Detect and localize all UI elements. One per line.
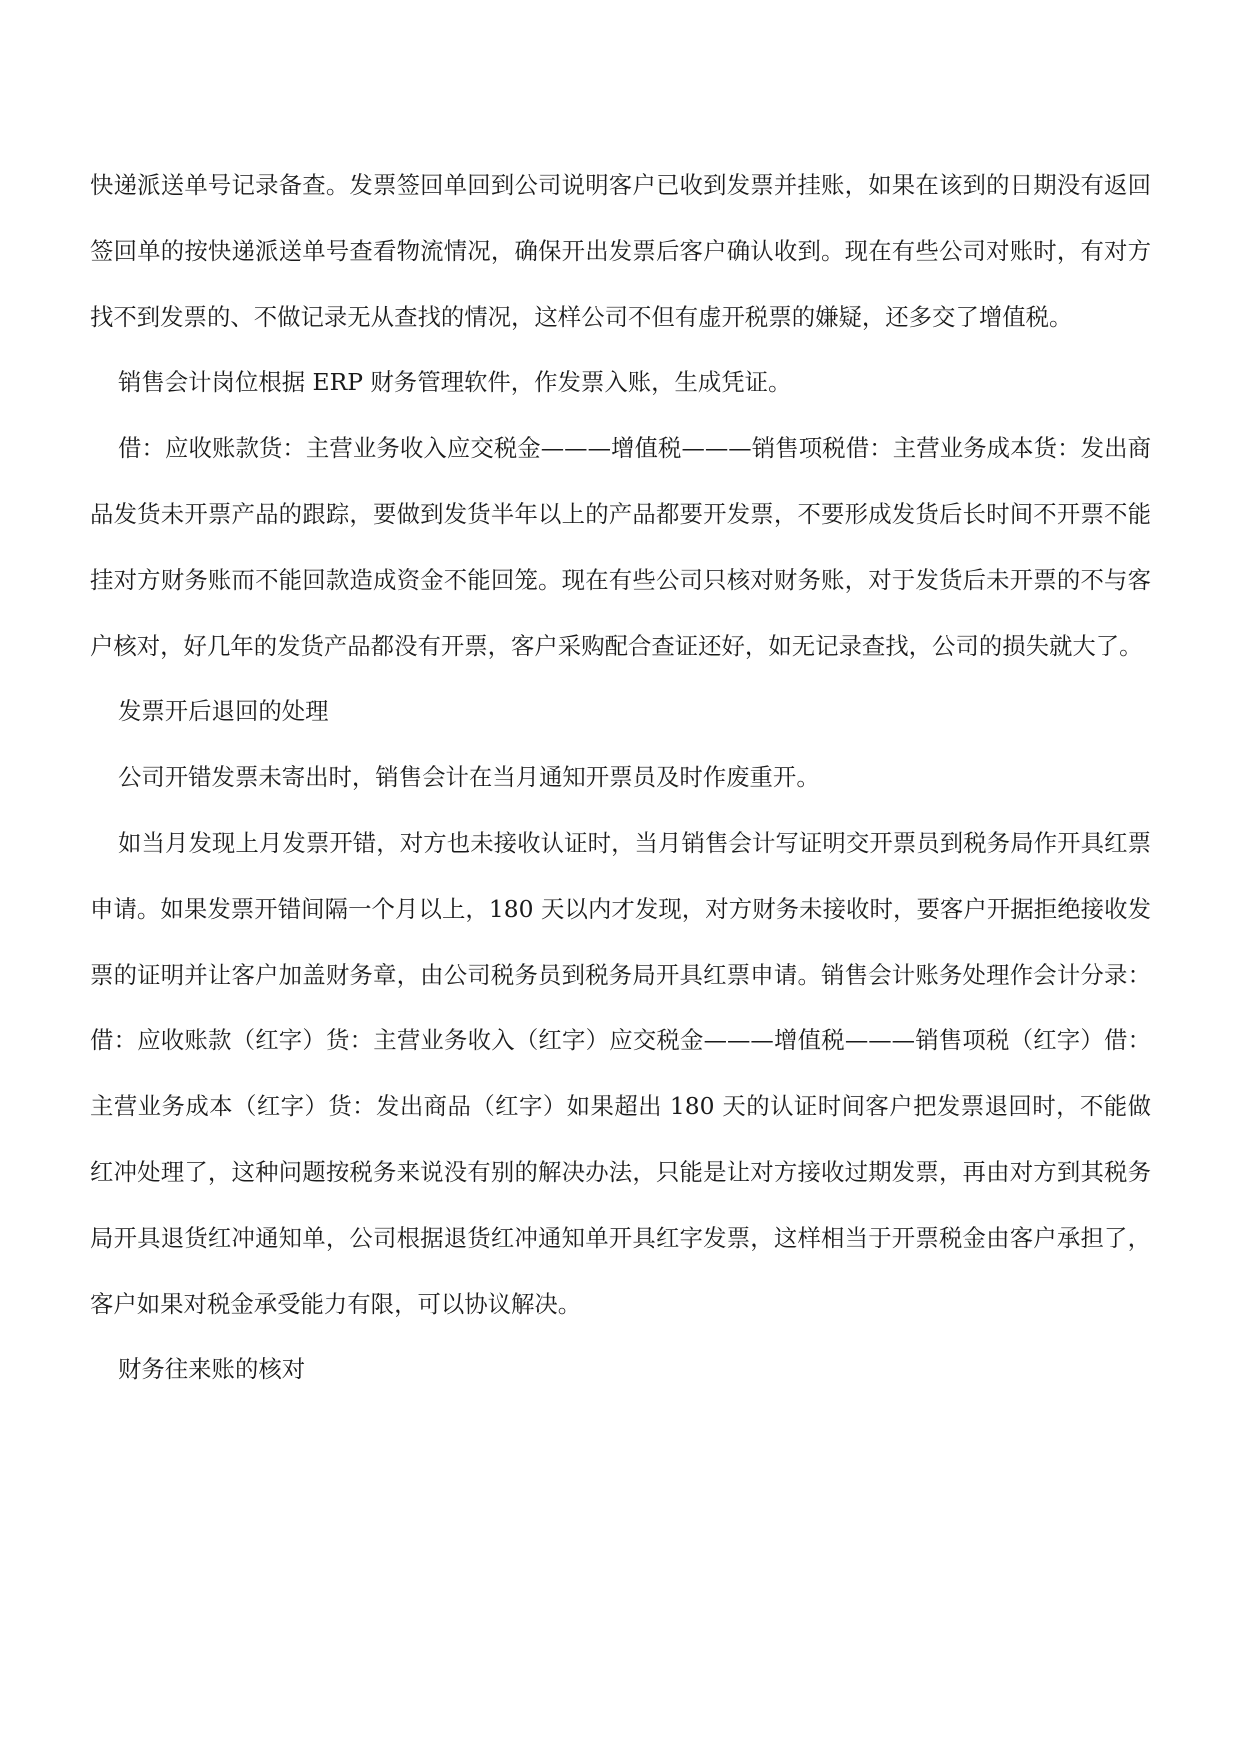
paragraph: 借：应收账款货：主营业务收入应交税金———增值税———销售项税借：主营业务成本货：发出商品发货未开票产品的跟踪，要做到发货半年以上的产品都要开发票，不要形成发货后长时间不开票不能挂对方财务账而不能回款造成资金不能回笼。现在有些公司只核对财务账，对于发货后未开票的不与客户核对，好几年的发货产品都没有开票，客户采购配合查证还好，如无记录查找，公司的损失就大了。 <box>90 434 1151 660</box>
paragraph: 快递派送单号记录备查。发票签回单回到公司说明客户已收到发票并挂账，如果在该到的日期没有返回签回单的按快递派送单号查看物流情况，确保开出发票后客户确认收到。现在有些公司对账时，有对方找不到发票的、不做记录无从查找的情况，这样公司不但有虚开税票的嫌疑，还多交了增值税。 <box>90 171 1151 331</box>
section-heading: 发票开后退回的处理 <box>118 697 329 726</box>
document-body <box>90 153 1151 1403</box>
paragraph: 如当月发现上月发票开错，对方也未接收认证时，当月销售会计写证明交开票员到税务局作开具红票申请。如果发票开错间隔一个月以上，180 天以内才发现，对方财务未接收时，要客户开据拒绝接收发票的证明并让客户加盖财务章，由公司税务员到税务局开具红票申请。销售会计账务处理作会计分录：借：应收账款（红字）货：主营业务收入（红字）应交税金———增值税———销售项税（红字）借：主营业务成本（红字）货：发出商品（红字）如果超出 180 天的认证时间客户把发票退回时，不能做红冲处理了，这种问题按税务来说没有别的解决办法，只能是让对方接收过期发票，再由对方到其税务局开具退货红冲通知单，公司根据退货红冲通知单开具红字发票，这样相当于开票税金由客户承担了，客户如果对税金承受能力有限，可以协议解决。 <box>90 828 1151 1318</box>
section-heading: 财务往来账的核对 <box>118 1355 306 1384</box>
paragraph: 销售会计岗位根据 ERP 财务管理软件，作发票入账，生成凭证。 <box>118 368 792 397</box>
paragraph: 公司开错发票未寄出时，销售会计在当月通知开票员及时作废重开。 <box>118 763 820 792</box>
